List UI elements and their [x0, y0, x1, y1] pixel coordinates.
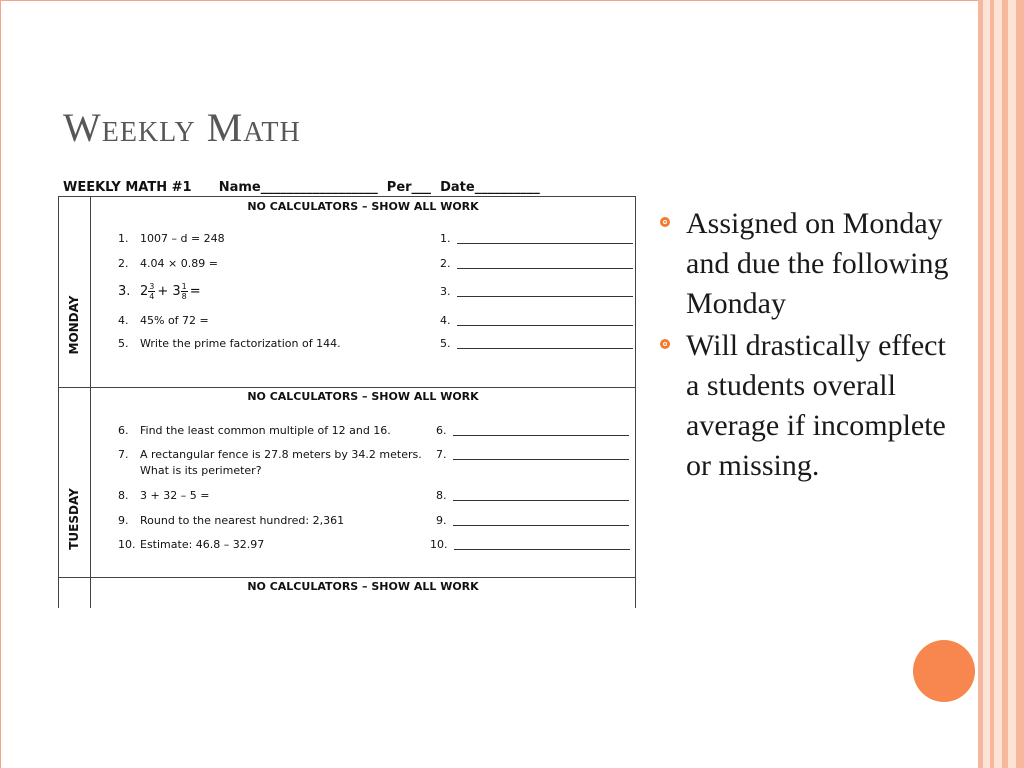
- divider: [58, 577, 636, 578]
- answer-blank: [430, 538, 630, 551]
- banner-monday: NO CALCULATORS – SHOW ALL WORK: [247, 200, 479, 213]
- answer-number: 7.: [436, 448, 447, 461]
- worksheet-header: WEEKLY MATH #1 Name__________________ Per___ Date__________: [63, 180, 540, 195]
- answer-line: [457, 296, 633, 297]
- slide-title: Weekly Math: [63, 105, 301, 150]
- question-text: 2: [140, 284, 149, 299]
- answer-blank: [436, 424, 629, 437]
- question-number: 9.: [118, 514, 129, 527]
- question-text: + 3: [157, 284, 181, 299]
- answer-number: 3.: [440, 285, 451, 298]
- bullet-icon: [660, 339, 670, 349]
- fraction-numerator: 1: [181, 282, 187, 291]
- answer-blank: [440, 337, 633, 350]
- question-number: 5.: [118, 337, 129, 350]
- question: [118, 232, 225, 245]
- decorative-stripes: [978, 0, 1024, 768]
- bullet-list: [658, 204, 958, 488]
- stripe: [1002, 0, 1008, 768]
- answer-blank: [436, 514, 629, 527]
- bullet-text: Will drastically effect a students overall average if incomplete or missing.: [686, 329, 946, 482]
- fraction-denominator: 4: [149, 292, 155, 301]
- worksheet-image: [58, 178, 636, 608]
- answer-number: 1.: [440, 232, 451, 245]
- question: [118, 424, 391, 437]
- day-label-monday: MONDAY: [67, 295, 81, 355]
- question-text: A rectangular fence is 27.8 meters by 34.2 meters.: [140, 448, 422, 461]
- question: [118, 538, 264, 551]
- question-text: =: [189, 284, 201, 299]
- answer-blank: [436, 489, 629, 502]
- banner-wednesday: NO CALCULATORS – SHOW ALL WORK: [247, 580, 479, 593]
- question-text: 45% of 72 =: [140, 314, 209, 327]
- question: [118, 514, 344, 527]
- answer-number: 8.: [436, 489, 447, 502]
- fraction: [181, 282, 188, 301]
- answer-blank: [440, 232, 633, 245]
- stripe: [978, 0, 983, 768]
- question-number: 4.: [118, 314, 129, 327]
- question-text: Round to the nearest hundred: 2,361: [140, 514, 345, 527]
- day-label-tuesday: TUESDAY: [67, 488, 81, 550]
- question-text: 3 + 32 – 5 =: [140, 489, 210, 502]
- question: [118, 257, 218, 270]
- answer-line: [453, 500, 629, 501]
- answer-blank: [440, 314, 633, 327]
- banner-tuesday: NO CALCULATORS – SHOW ALL WORK: [247, 390, 479, 403]
- answer-line: [453, 435, 629, 436]
- answer-line: [457, 243, 633, 244]
- question: [118, 337, 341, 350]
- question: [118, 282, 201, 301]
- divider: [58, 387, 636, 388]
- question-number: 1.: [118, 232, 129, 245]
- fraction-denominator: 8: [181, 292, 187, 301]
- answer-line: [453, 459, 629, 460]
- bullet-item: [658, 326, 958, 486]
- divider: [58, 196, 59, 608]
- answer-line: [453, 525, 629, 526]
- answer-line: [457, 268, 633, 269]
- answer-line: [457, 348, 633, 349]
- question: [118, 489, 209, 502]
- question-number: 8.: [118, 489, 129, 502]
- answer-blank: [440, 285, 633, 298]
- answer-line: [454, 549, 630, 550]
- question-text: 1007 – d = 248: [140, 232, 225, 245]
- question-number: 3.: [118, 284, 131, 299]
- question-text: Find the least common multiple of 12 and 16.: [140, 424, 391, 437]
- question-number: 2.: [118, 257, 129, 270]
- divider: [58, 196, 636, 197]
- left-border: [0, 0, 1, 768]
- question: [118, 448, 422, 461]
- answer-line: [457, 325, 633, 326]
- decorative-circle: [913, 640, 975, 702]
- bullet-text: Assigned on Monday and due the following Monday: [686, 207, 949, 320]
- question-number: 6.: [118, 424, 129, 437]
- question-text: 4.04 × 0.89 =: [140, 257, 218, 270]
- question: [118, 314, 209, 327]
- stripe: [990, 0, 994, 768]
- answer-number: 9.: [436, 514, 447, 527]
- answer-number: 10.: [430, 538, 448, 551]
- answer-number: 5.: [440, 337, 451, 350]
- answer-number: 6.: [436, 424, 447, 437]
- bullet-icon: [660, 217, 670, 227]
- fraction: [148, 282, 155, 301]
- stripe: [1016, 0, 1024, 768]
- answer-blank: [436, 448, 629, 461]
- answer-number: 2.: [440, 257, 451, 270]
- fraction-numerator: 3: [149, 282, 155, 291]
- question-text: Estimate: 46.8 – 32.97: [140, 538, 265, 551]
- bullet-item: [658, 204, 958, 324]
- answer-blank: [440, 257, 633, 270]
- question-text: Write the prime factorization of 144.: [140, 337, 341, 350]
- answer-number: 4.: [440, 314, 451, 327]
- question-number: 7.: [118, 448, 129, 461]
- top-border: [0, 0, 978, 1]
- question-number: 10.: [118, 538, 136, 551]
- question-continued: What is its perimeter?: [140, 464, 262, 477]
